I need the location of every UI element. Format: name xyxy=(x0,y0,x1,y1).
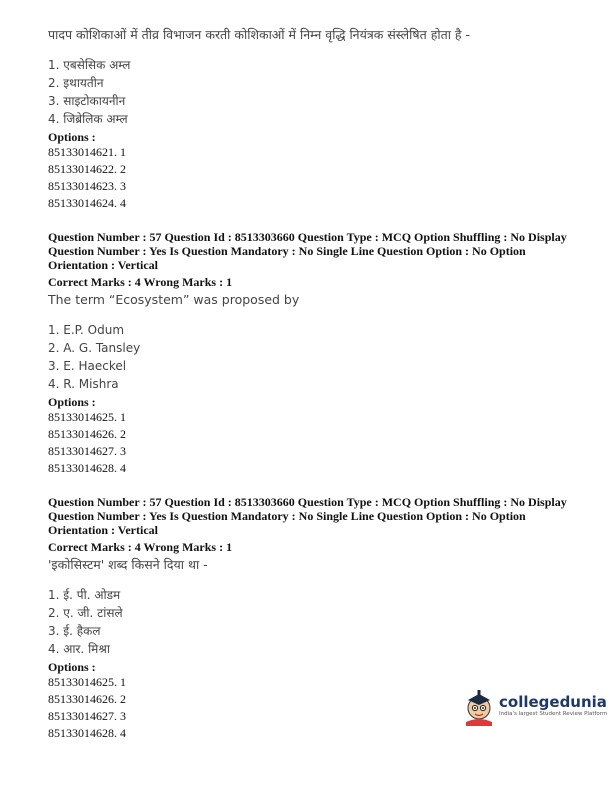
options-label: Options : xyxy=(48,130,96,144)
options-label: Options : xyxy=(48,660,96,674)
option-id: 85133014626. 2 xyxy=(48,692,126,706)
choice-list xyxy=(48,321,588,393)
logo-tagline: India's largest Student Review Platform xyxy=(499,711,608,717)
question-header-line: Question Number : Yes Is Question Mandatory : No Single Line Question Option : No Option xyxy=(48,509,526,523)
question-header-line: Orientation : Vertical xyxy=(48,258,158,272)
choice-item: 3. ई. हैकल xyxy=(48,624,101,638)
logo-name: collegedunia xyxy=(499,693,607,711)
marks-line: Correct Marks : 4 Wrong Marks : 1 xyxy=(48,275,233,289)
question-stem: The term “Ecosystem” was proposed by xyxy=(48,292,300,307)
option-id: 85133014628. 4 xyxy=(48,726,126,740)
option-id: 85133014623. 3 xyxy=(48,179,126,193)
question-block-2 xyxy=(48,230,588,477)
question-header xyxy=(48,495,588,537)
option-id: 85133014624. 4 xyxy=(48,196,126,210)
question-header-line: Question Number : 57 Question Id : 8513303660 Question Type : MCQ Option Shuffling : No Display xyxy=(48,495,567,509)
option-id: 85133014628. 4 xyxy=(48,461,126,475)
choice-list xyxy=(48,586,588,658)
choice-item: 4. आर. मिश्रा xyxy=(48,642,110,656)
question-stem: पादप कोशिकाओं में तीव्र विभाजन करती कोशिकाओं में निम्न वृद्धि नियंत्रक संस्लेषित होता है - xyxy=(48,27,471,42)
choice-item: 1. E.P. Odum xyxy=(48,323,125,337)
option-id: 85133014621. 1 xyxy=(48,145,126,159)
option-id: 85133014627. 3 xyxy=(48,709,126,723)
choice-item: 3. साइटोकायनीन xyxy=(48,94,126,108)
choice-list xyxy=(48,56,588,128)
option-id: 85133014625. 1 xyxy=(48,410,126,424)
marks-line: Correct Marks : 4 Wrong Marks : 1 xyxy=(48,540,233,554)
choice-item: 1. ई. पी. ओडम xyxy=(48,588,121,602)
question-header-line: Orientation : Vertical xyxy=(48,523,158,537)
option-id: 85133014622. 2 xyxy=(48,162,126,176)
choice-item: 3. E. Haeckel xyxy=(48,359,127,373)
option-id: 85133014625. 1 xyxy=(48,675,126,689)
option-id: 85133014626. 2 xyxy=(48,427,126,441)
choice-item: 2. A. G. Tansley xyxy=(48,341,141,355)
question-header xyxy=(48,230,588,272)
choice-item: 4. जिब्रेलिक अम्ल xyxy=(48,112,128,126)
question-header-line: Question Number : 57 Question Id : 8513303660 Question Type : MCQ Option Shuffling : No Display xyxy=(48,230,567,244)
choice-item: 2. इथायतीन xyxy=(48,76,104,90)
option-id: 85133014627. 3 xyxy=(48,444,126,458)
options-label: Options : xyxy=(48,395,96,409)
question-header-line: Question Number : Yes Is Question Mandatory : No Single Line Question Option : No Option xyxy=(48,244,526,258)
mascot-icon xyxy=(462,686,496,726)
choice-item: 2. ए. जी. टांसले xyxy=(48,606,123,620)
logo-text xyxy=(499,694,607,718)
collegedunia-logo xyxy=(462,686,612,726)
question-block-1 xyxy=(48,26,588,212)
document-page xyxy=(48,26,588,742)
choice-item: 1. एबसेसिक अम्ल xyxy=(48,58,131,72)
question-stem: 'इकोसिस्टम' शब्द किसने दिया था - xyxy=(48,557,208,572)
choice-item: 4. R. Mishra xyxy=(48,377,119,391)
